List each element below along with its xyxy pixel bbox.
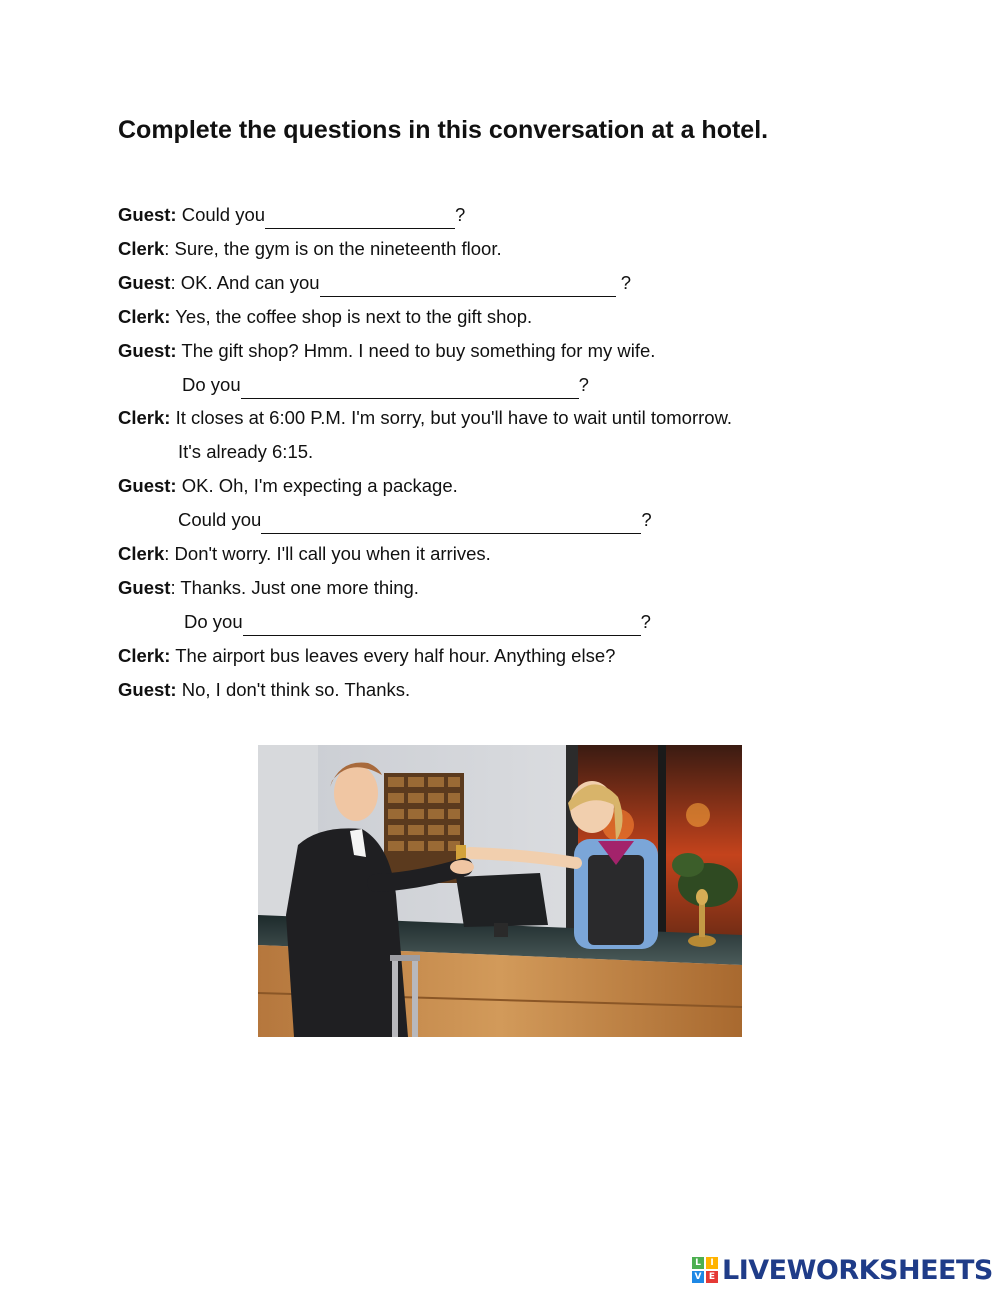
answer-blank-1[interactable] [265, 210, 455, 229]
speaker-label: Clerk [118, 543, 165, 564]
line-text: Do you [182, 374, 241, 395]
line-text: : Don't worry. I'll call you when it arrives. [164, 543, 491, 564]
line-text: : Sure, the gym is on the nineteenth floor. [164, 238, 502, 259]
question-mark: ? [578, 374, 589, 395]
dialogue-line-15 [118, 675, 410, 705]
speaker-label: Clerk: [118, 645, 171, 666]
dialogue-line-14 [118, 641, 615, 671]
answer-blank-2[interactable] [320, 278, 616, 297]
line-text: The gift shop? Hmm. I need to buy something for my wife. [176, 340, 656, 361]
question-mark: ? [640, 611, 651, 632]
answer-blank-3[interactable] [241, 380, 579, 399]
line-text: : OK. And can you [170, 272, 320, 293]
logo-mark-letter: L [692, 1257, 704, 1269]
speaker-label: Clerk [118, 238, 165, 259]
dialogue-line-5 [118, 336, 655, 366]
logo-mark-icon [692, 1257, 718, 1283]
line-text: Yes, the coffee shop is next to the gift shop. [170, 306, 533, 327]
question-mark: ? [455, 204, 466, 225]
logo-mark-letter: I [706, 1257, 718, 1269]
liveworksheets-logo [692, 1253, 993, 1287]
dialogue-line-4 [118, 302, 532, 332]
dialogue-line-6 [182, 370, 589, 400]
line-text: It's already 6:15. [178, 441, 314, 462]
dialogue-line-7 [118, 403, 732, 433]
speaker-label: Guest: [118, 475, 177, 496]
answer-blank-5[interactable] [243, 617, 641, 636]
logo-mark-letter: E [706, 1271, 718, 1283]
question-mark: ? [615, 272, 631, 293]
speaker-label: Guest [118, 577, 171, 598]
speaker-label: Guest [118, 272, 171, 293]
hotel-reception-photo [258, 745, 742, 1037]
line-text: : Thanks. Just one more thing. [170, 577, 419, 598]
dialogue-line-10 [178, 505, 652, 535]
line-text: Could you [178, 509, 262, 530]
speaker-label: Guest: [118, 204, 177, 225]
line-text: The airport bus leaves every half hour. Anything else? [170, 645, 616, 666]
line-text: OK. Oh, I'm expecting a package. [176, 475, 458, 496]
speaker-label: Clerk: [118, 306, 171, 327]
dialogue-line-8 [178, 437, 313, 467]
line-text: No, I don't think so. Thanks. [176, 679, 411, 700]
speaker-label: Guest: [118, 340, 177, 361]
dialogue-line-12 [118, 573, 419, 603]
line-text: It closes at 6:00 P.M. I'm sorry, but you'll have to wait until tomorrow. [170, 407, 733, 428]
dialogue-line-2 [118, 234, 502, 264]
line-text: Do you [184, 611, 243, 632]
dialogue-line-1 [118, 200, 465, 230]
worksheet-title: Complete the questions in this conversation at a hotel. [118, 116, 769, 144]
dialogue-line-3 [118, 268, 631, 298]
line-text: Could you [176, 204, 266, 225]
dialogue-line-13 [184, 607, 651, 637]
speaker-label: Clerk: [118, 407, 171, 428]
answer-blank-4[interactable] [261, 515, 641, 534]
dialogue-line-9 [118, 471, 458, 501]
logo-text: LIVEWORKSHEETS [722, 1254, 993, 1286]
dialogue-line-11 [118, 539, 491, 569]
question-mark: ? [641, 509, 652, 530]
speaker-label: Guest: [118, 679, 177, 700]
logo-mark-letter: V [692, 1271, 704, 1283]
